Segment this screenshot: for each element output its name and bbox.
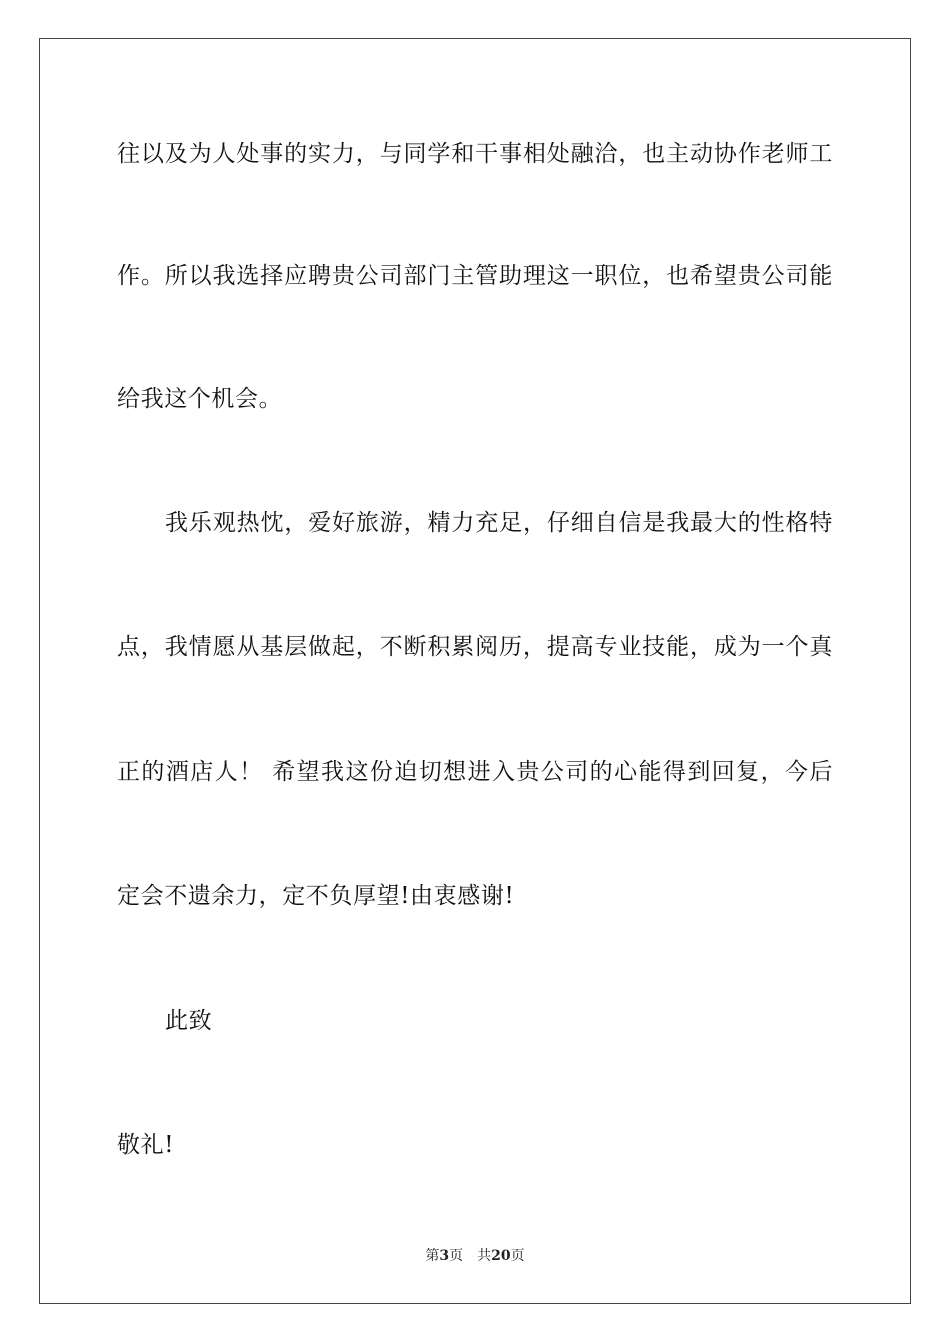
body-text-line: 给我这个机会。: [117, 386, 283, 412]
body-text-line: 定会不遗余力，定不负厚望!由衷感谢!: [117, 883, 515, 909]
body-text-line: 往以及为人处事的实力，与同学和干事相处融洽，也主动协作老师工: [117, 141, 833, 167]
total-pages: 20: [491, 1248, 511, 1264]
page-number: 3: [439, 1248, 450, 1264]
body-text-line: 点，我情愿从基层做起，不断积累阅历，提高专业技能，成为一个真: [117, 634, 833, 660]
body-text-line: 作。所以我选择应聘贵公司部门主管助理这一职位，也希望贵公司能: [117, 263, 833, 289]
page-border: [39, 38, 911, 1304]
page-footer: [0, 1246, 950, 1266]
total-suffix: 页: [510, 1248, 525, 1264]
body-text-line: 正的酒店人！ 希望我这份迫切想进入贵公司的心能得到回复，今后: [117, 759, 833, 785]
page-prefix: 第: [425, 1248, 440, 1264]
closing-regards: 敬礼!: [117, 1132, 175, 1158]
total-prefix: 共: [477, 1248, 492, 1264]
body-text-line: 我乐观热忱，爱好旅游，精力充足，仔细自信是我最大的性格特: [165, 510, 833, 536]
page-suffix: 页: [449, 1248, 464, 1264]
closing-salutation: 此致: [165, 1008, 213, 1034]
